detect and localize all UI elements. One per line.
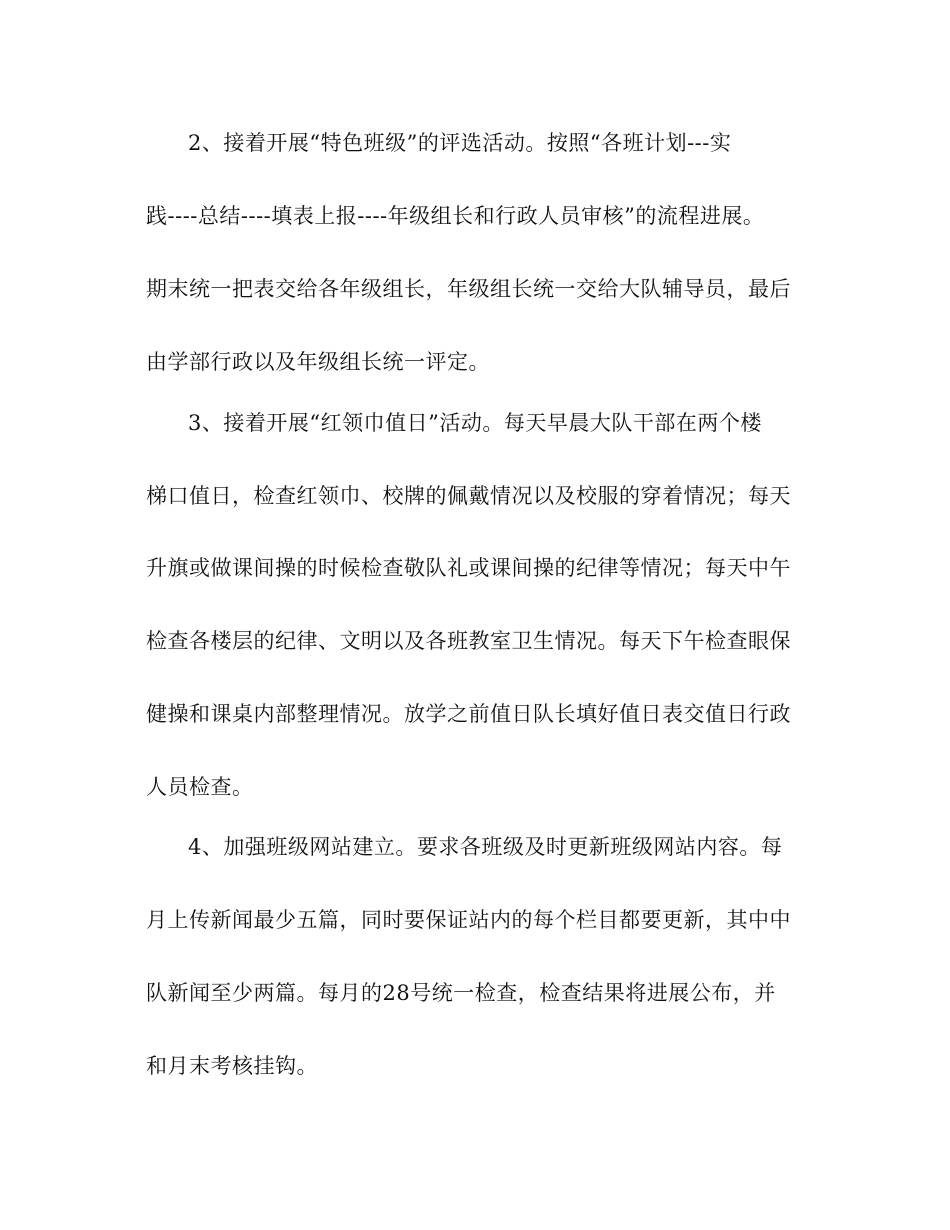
paragraph-4-line-4: 和月末考核挂钩。 xyxy=(146,1054,318,1078)
paragraph-2-line-4: 由学部行政以及年级组长统一评定。 xyxy=(146,350,490,374)
paragraph-3-line-2: 梯口值日，检查红领巾、校牌的佩戴情况以及校服的穿着情况；每天 xyxy=(146,484,791,508)
paragraph-4-line-2: 月上传新闻最少五篇，同时要保证站内的每个栏目都要更新，其中中 xyxy=(146,908,791,932)
paragraph-3-line-5: 健操和课桌内部整理情况。放学之前值日队长填好值日表交值日行政 xyxy=(146,702,791,726)
paragraph-4-line-1: 4、加强班级网站建立。要求各班级及时更新班级网站内容。每 xyxy=(188,835,783,859)
paragraph-3-line-1: 3、接着开展“红领巾值日”活动。每天早晨大队干部在两个楼 xyxy=(188,411,762,435)
paragraph-3-line-6: 人员检查。 xyxy=(146,775,254,799)
paragraph-3-line-3: 升旗或做课间操的时候检查敬队礼或课间操的纪律等情况；每天中午 xyxy=(146,556,791,580)
paragraph-3-line-4: 检查各楼层的纪律、文明以及各班教室卫生情况。每天下午检查眼保 xyxy=(146,629,791,653)
paragraph-2-line-3: 期末统一把表交给各年级组长，年级组长统一交给大队辅导员，最后 xyxy=(146,277,791,301)
paragraph-4-line-3: 队新闻至少两篇。每月的28号统一检查，检查结果将进展公布，并 xyxy=(146,981,776,1005)
paragraph-2-line-2: 践----总结----填表上报----年级组长和行政人员审核”的流程进展。 xyxy=(146,204,765,228)
paragraph-2-line-1: 2、接着开展“特色班级”的评选活动。按照“各班计划---实 xyxy=(188,131,732,155)
